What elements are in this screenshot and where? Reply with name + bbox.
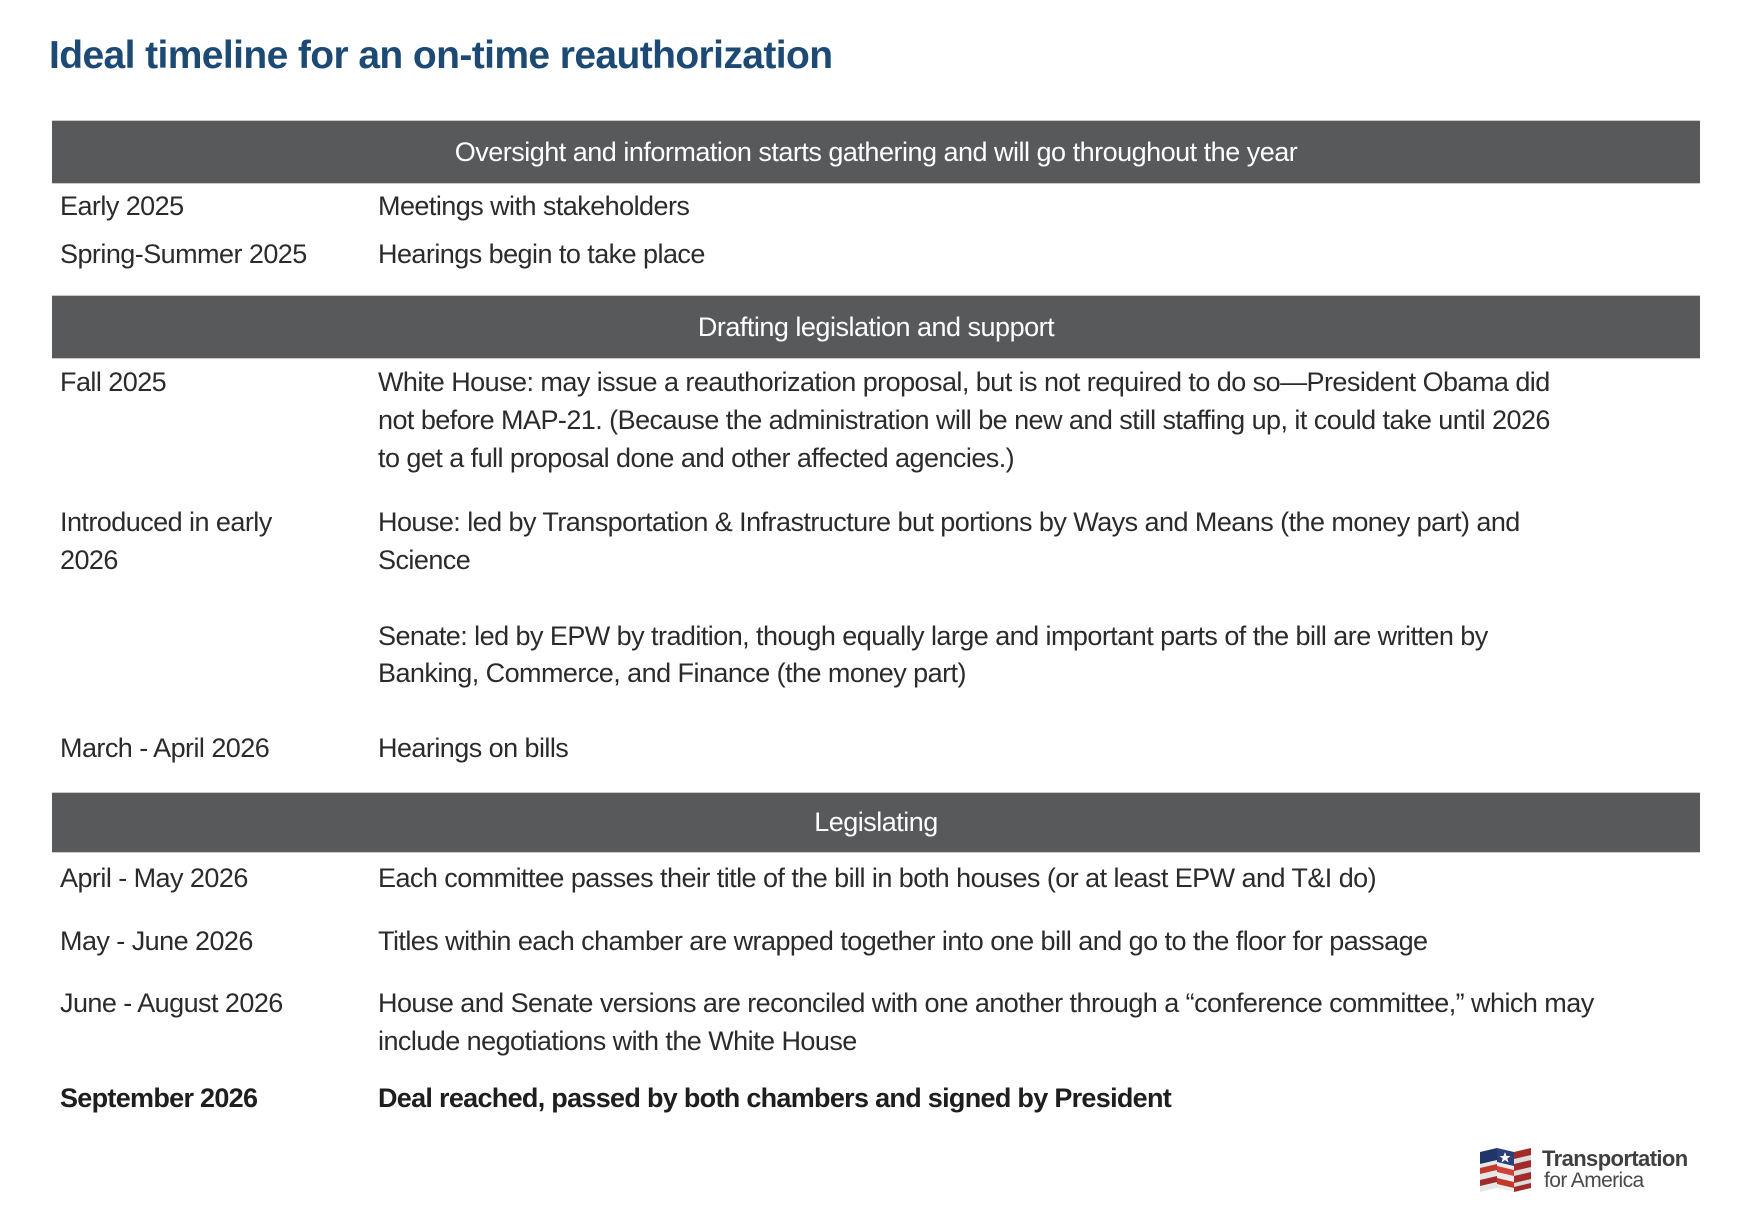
timeline-what: Hearings on bills xyxy=(378,733,569,763)
page-title: Ideal timeline for an on-time reauthorization xyxy=(49,34,833,77)
timeline-what: Hearings begin to take place xyxy=(378,239,705,269)
timeline-when: Fall 2025 xyxy=(60,367,167,397)
timeline-what-line: include negotiations with the White House xyxy=(378,1026,857,1056)
timeline-what: Meetings with stakeholders xyxy=(378,191,690,221)
timeline-what-line: House: led by Transportation & Infrastructure but portions by Ways and Means (the money part) and xyxy=(378,507,1520,537)
timeline-when: Spring-Summer 2025 xyxy=(60,239,307,269)
timeline-what: Titles within each chamber are wrapped together into one bill and go to the floor for passage xyxy=(378,926,1428,956)
flag-icon xyxy=(1480,1146,1532,1194)
timeline-what-line: Banking, Commerce, and Finance (the money part) xyxy=(378,658,966,688)
section-header-drafting xyxy=(52,295,1700,359)
timeline-when: June - August 2026 xyxy=(60,988,283,1018)
timeline-what: Each committee passes their title of the bill in both houses (or at least EPW and T&I do) xyxy=(378,863,1377,893)
timeline-when-line: 2026 xyxy=(60,545,118,575)
timeline-when: March - April 2026 xyxy=(60,733,270,763)
timeline-what-line: not before MAP-21. (Because the administration will be new and still staffing up, it could take until 2026 xyxy=(378,405,1550,435)
timeline-when-line: Introduced in early xyxy=(60,507,272,537)
section-header-oversight xyxy=(52,120,1700,184)
timeline-when: May - June 2026 xyxy=(60,926,253,956)
timeline-when: April - May 2026 xyxy=(60,863,248,893)
section-header-label: Drafting legislation and support xyxy=(697,311,1055,342)
timeline-when: Early 2025 xyxy=(60,191,184,221)
timeline-what-line: House and Senate versions are reconciled with one another through a “conference committee,” which may xyxy=(378,988,1594,1018)
timeline-what-final: Deal reached, passed by both chambers and signed by President xyxy=(378,1083,1172,1113)
timeline-when-final: September 2026 xyxy=(60,1083,258,1113)
section-header-label: Oversight and information starts gathering and will go throughout the year xyxy=(454,136,1298,167)
timeline-what-line: Senate: led by EPW by tradition, though equally large and important parts of the bill are written by xyxy=(378,621,1488,651)
section-header-legislating xyxy=(52,792,1700,853)
section-header-label: Legislating xyxy=(814,807,938,837)
timeline-what-line: to get a full proposal done and other affected agencies.) xyxy=(378,443,1015,473)
logo-text-for-america: for America xyxy=(1544,1169,1644,1192)
transportation-for-america-logo xyxy=(1480,1146,1695,1196)
timeline-what-line: Science xyxy=(378,545,471,575)
timeline-what-line: White House: may issue a reauthorization proposal, but is not required to do so—President Obama did xyxy=(378,367,1550,397)
logo-text-transportation: Transportation xyxy=(1542,1146,1688,1171)
